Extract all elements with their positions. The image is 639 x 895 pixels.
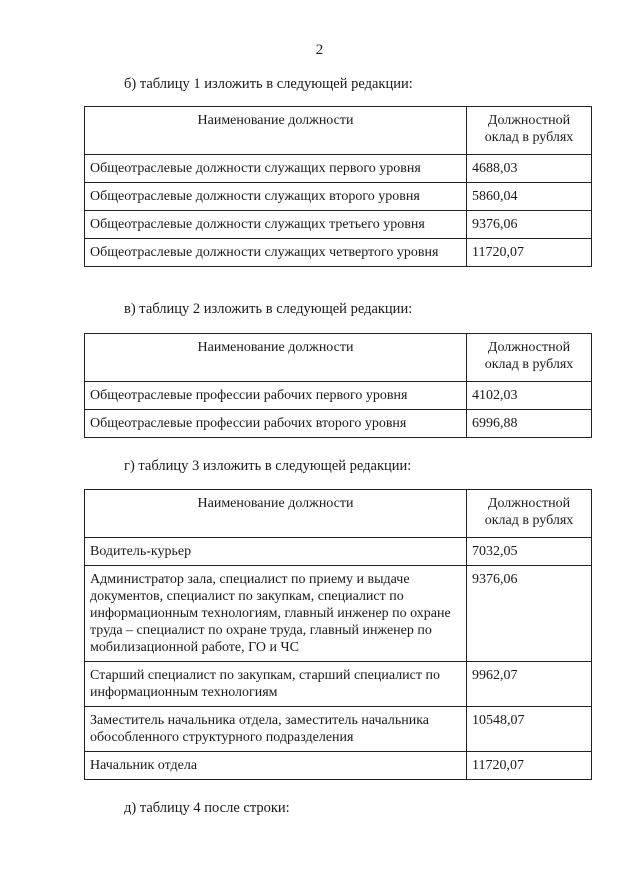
table-row bbox=[85, 155, 592, 183]
table-row bbox=[85, 566, 592, 662]
salary-value: 6996,88 bbox=[467, 410, 592, 438]
salary-value: 5860,04 bbox=[467, 183, 592, 211]
table-header-row bbox=[85, 107, 592, 155]
header-salary: Должностной оклад в рублях bbox=[467, 490, 592, 538]
position-name: Общеотраслевые должности служащих первого уровня bbox=[85, 155, 467, 183]
position-name: Старший специалист по закупкам, старший специалист по информационным технологиям bbox=[85, 662, 467, 707]
salary-value: 7032,05 bbox=[467, 538, 592, 566]
table-row bbox=[85, 211, 592, 239]
position-name: Общеотраслевые должности служащих четвертого уровня bbox=[85, 239, 467, 267]
header-position-name: Наименование должности bbox=[85, 334, 467, 382]
header-salary: Должностной оклад в рублях bbox=[467, 334, 592, 382]
section-d-intro: д) таблицу 4 после строки: bbox=[124, 800, 290, 816]
table-row bbox=[85, 538, 592, 566]
section-v-intro: в) таблицу 2 изложить в следующей редакции: bbox=[124, 301, 413, 317]
salary-value: 11720,07 bbox=[467, 752, 592, 780]
position-name: Водитель-курьер bbox=[85, 538, 467, 566]
table-2 bbox=[84, 333, 592, 438]
salary-value: 9962,07 bbox=[467, 662, 592, 707]
table-row bbox=[85, 707, 592, 752]
table-row bbox=[85, 752, 592, 780]
salary-value: 9376,06 bbox=[467, 211, 592, 239]
table-row bbox=[85, 662, 592, 707]
page-number: 2 bbox=[315, 42, 324, 58]
position-name: Заместитель начальника отдела, заместитель начальника обособленного структурного подразделения bbox=[85, 707, 467, 752]
section-b-intro: б) таблицу 1 изложить в следующей редакции: bbox=[124, 76, 413, 92]
position-name: Общеотраслевые профессии рабочих первого уровня bbox=[85, 382, 467, 410]
table-row bbox=[85, 382, 592, 410]
salary-value: 4688,03 bbox=[467, 155, 592, 183]
header-position-name: Наименование должности bbox=[85, 490, 467, 538]
position-name: Администратор зала, специалист по приему и выдаче документов, специалист по закупкам, специалист по информационным технологиям, главный инженер по охране труда – специалист по охране труда, главный инженер по мобилизационной работе, ГО и ЧС bbox=[85, 566, 467, 662]
table-header-row bbox=[85, 334, 592, 382]
table-3 bbox=[84, 489, 592, 780]
position-name: Общеотраслевые профессии рабочих второго уровня bbox=[85, 410, 467, 438]
section-g-intro: г) таблицу 3 изложить в следующей редакции: bbox=[124, 458, 412, 474]
table-row bbox=[85, 239, 592, 267]
position-name: Общеотраслевые должности служащих второго уровня bbox=[85, 183, 467, 211]
salary-value: 11720,07 bbox=[467, 239, 592, 267]
salary-value: 10548,07 bbox=[467, 707, 592, 752]
table-1 bbox=[84, 106, 592, 267]
position-name: Общеотраслевые должности служащих третьего уровня bbox=[85, 211, 467, 239]
table-row bbox=[85, 410, 592, 438]
header-salary: Должностной оклад в рублях bbox=[467, 107, 592, 155]
position-name: Начальник отдела bbox=[85, 752, 467, 780]
salary-value: 4102,03 bbox=[467, 382, 592, 410]
table-row bbox=[85, 183, 592, 211]
table-header-row bbox=[85, 490, 592, 538]
salary-value: 9376,06 bbox=[467, 566, 592, 662]
header-position-name: Наименование должности bbox=[85, 107, 467, 155]
